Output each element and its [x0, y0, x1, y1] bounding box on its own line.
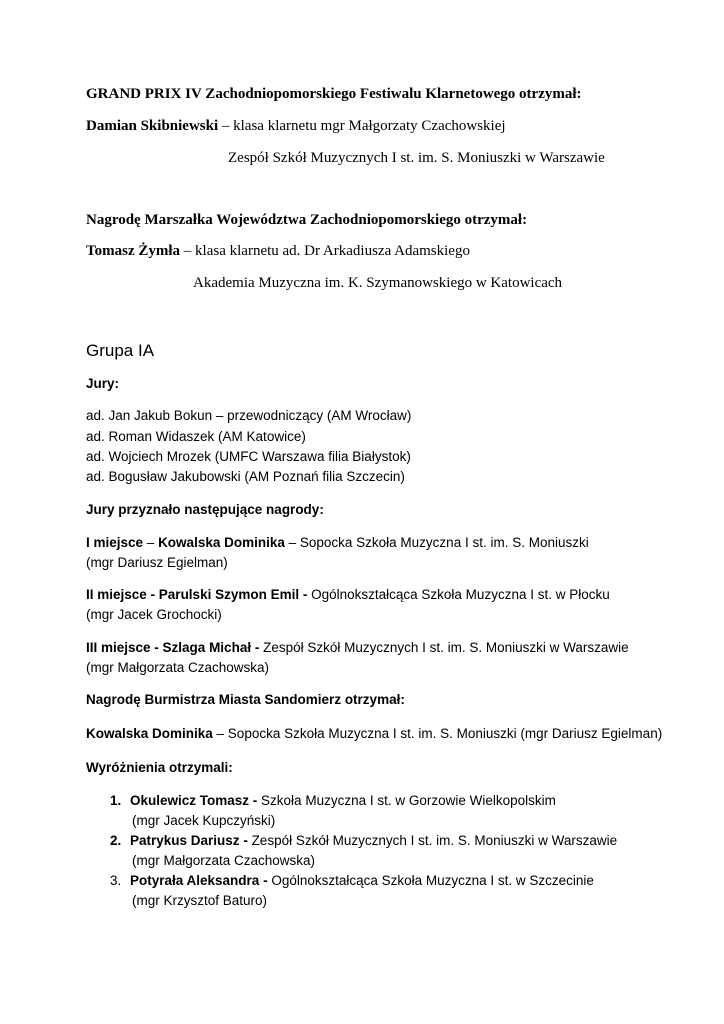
- burmistrz-winner: Kowalska Dominika – Sopocka Szkoła Muzyczna I st. im. S. Moniuszki (mgr Dariusz Egielman): [86, 726, 663, 741]
- distinction-teacher: (mgr Krzysztof Baturo): [132, 893, 268, 908]
- jury-member: ad. Bogusław Jakubowski (AM Poznań filia Szczecin): [86, 469, 405, 484]
- jury-member: ad. Roman Widaszek (AM Katowice): [86, 429, 306, 444]
- distinction-entry: 3. Potyrała Aleksandra - Ogólnokształcąca Szkoła Muzyczna I st. w Szczecinie: [110, 873, 594, 888]
- marszalek-heading: Nagrodę Marszałka Województwa Zachodniopomorskiego otrzymał:: [86, 212, 528, 228]
- winner-name: Damian Skibniewski: [86, 118, 219, 134]
- distinction-teacher: (mgr Jacek Kupczyński): [132, 813, 276, 828]
- place-teacher: (mgr Małgorzata Czachowska): [86, 660, 270, 675]
- jury-label: Jury:: [86, 376, 120, 391]
- distinction-teacher: (mgr Małgorzata Czachowska): [132, 853, 316, 868]
- grand-prix-heading: GRAND PRIX IV Zachodniopomorskiego Festiwalu Klarnetowego otrzymał:: [86, 86, 582, 102]
- winner-detail: – klasa klarnetu mgr Małgorzaty Czachowskiej: [218, 118, 506, 134]
- winner-name: Tomasz Żymła: [86, 243, 181, 259]
- jury-member: ad. Jan Jakub Bokun – przewodniczący (AM Wrocław): [86, 408, 412, 423]
- jury-member: ad. Wojciech Mrozek (UMFC Warszawa filia Białystok): [86, 449, 411, 464]
- place-entry: I miejsce – Kowalska Dominika – Sopocka Szkoła Muzyczna I st. im. S. Moniuszki: [86, 535, 589, 550]
- burmistrz-label: Nagrodę Burmistrza Miasta Sandomierz otrzymał:: [86, 692, 405, 707]
- place-teacher: (mgr Jacek Grochocki): [86, 607, 222, 622]
- distinction-entry: 2. Patrykus Dariusz - Zespół Szkół Muzycznych I st. im. S. Moniuszki w Warszawie: [110, 833, 618, 848]
- grand-prix-winner: [86, 119, 506, 134]
- grand-prix-school: Zespół Szkół Muzycznych I st. im. S. Moniuszki w Warszawie: [228, 150, 605, 166]
- awards-label: Jury przyznało następujące nagrody:: [86, 502, 324, 517]
- distinction-entry: 1. Okulewicz Tomasz - Szkoła Muzyczna I st. w Gorzowie Wielkopolskim: [110, 793, 556, 808]
- place-teacher: (mgr Dariusz Egielman): [86, 555, 228, 570]
- marszalek-winner: [86, 244, 470, 259]
- place-entry: II miejsce - Parulski Szymon Emil - Ogólnokształcąca Szkoła Muzyczna I st. w Płocku: [86, 587, 610, 602]
- winner-detail: – klasa klarnetu ad. Dr Arkadiusza Adamskiego: [180, 243, 470, 259]
- distinctions-label: Wyróżnienia otrzymali:: [86, 760, 233, 775]
- place-entry: III miejsce - Szlaga Michał - Zespół Szkół Muzycznych I st. im. S. Moniuszki w Warszawie: [86, 640, 629, 655]
- marszalek-school: Akademia Muzyczna im. K. Szymanowskiego w Katowicach: [193, 275, 563, 291]
- group-title: Grupa IA: [86, 341, 155, 360]
